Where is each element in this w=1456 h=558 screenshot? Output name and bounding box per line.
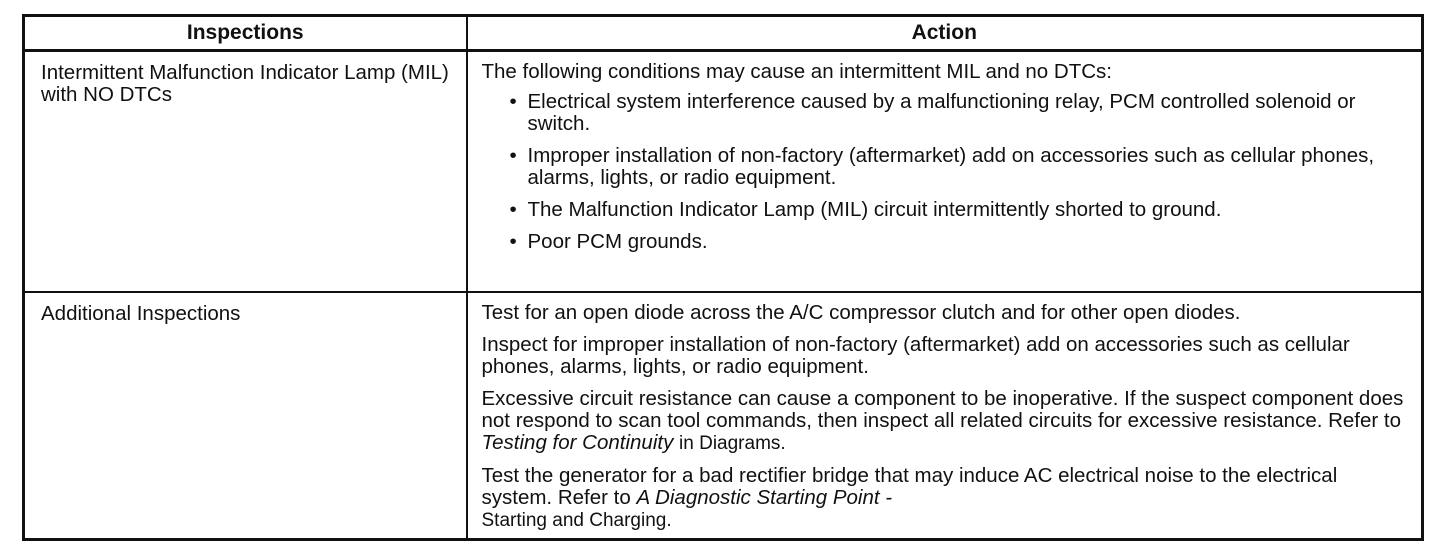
paragraph-tail: Starting and Charging. bbox=[481, 510, 672, 531]
table-row bbox=[24, 292, 1423, 540]
action-cell bbox=[467, 51, 1423, 293]
list-item: • Improper installation of non-factory (aftermarket) add on accessories such as cellular phones, alarms, lights, or radio equipment. bbox=[512, 145, 1414, 189]
inspection-cell: Intermittent Malfunction Indicator Lamp (MIL) with NO DTCs bbox=[24, 51, 467, 293]
diagnostic-table bbox=[22, 14, 1424, 541]
action-paragraph: Test for an open diode across the A/C compressor clutch and for other open diodes. bbox=[481, 301, 1241, 324]
header-action: Action bbox=[467, 16, 1423, 51]
reference-continuity: Testing for Continuity bbox=[481, 431, 674, 454]
action-paragraph bbox=[482, 388, 1414, 455]
condition-list bbox=[482, 91, 1414, 253]
table-row bbox=[24, 51, 1423, 293]
list-item: • Poor PCM grounds. bbox=[512, 231, 1414, 253]
paragraph-tail: in Diagrams. bbox=[679, 433, 786, 454]
header-inspections: Inspections bbox=[24, 16, 467, 51]
header-row bbox=[24, 16, 1423, 51]
paragraph-text: Test the generator for a bad rectifier bridge that may induce AC electrical noise to the electrical system. Refer to bbox=[481, 464, 1338, 509]
reference-starting-point: A Diagnostic Starting Point - bbox=[636, 486, 893, 509]
action-paragraph: Inspect for improper installation of non-factory (aftermarket) add on accessories such as cellular phones, alarms, lights, or radio equipment. bbox=[481, 333, 1350, 378]
list-item: • The Malfunction Indicator Lamp (MIL) circuit intermittently shorted to ground. bbox=[512, 199, 1414, 221]
paragraph-text: Excessive circuit resistance can cause a component to be inoperative. If the suspect component does not respond to scan tool commands, then inspect all related circuits for excessive resistance. Refer to bbox=[481, 387, 1404, 432]
list-item: • Electrical system interference caused by a malfunctioning relay, PCM controlled solenoid or switch. bbox=[512, 91, 1414, 135]
action-paragraph bbox=[482, 465, 1414, 532]
inspection-cell: Additional Inspections bbox=[24, 292, 467, 540]
action-cell bbox=[467, 292, 1423, 540]
action-intro: The following conditions may cause an intermittent MIL and no DTCs: bbox=[481, 60, 1112, 83]
